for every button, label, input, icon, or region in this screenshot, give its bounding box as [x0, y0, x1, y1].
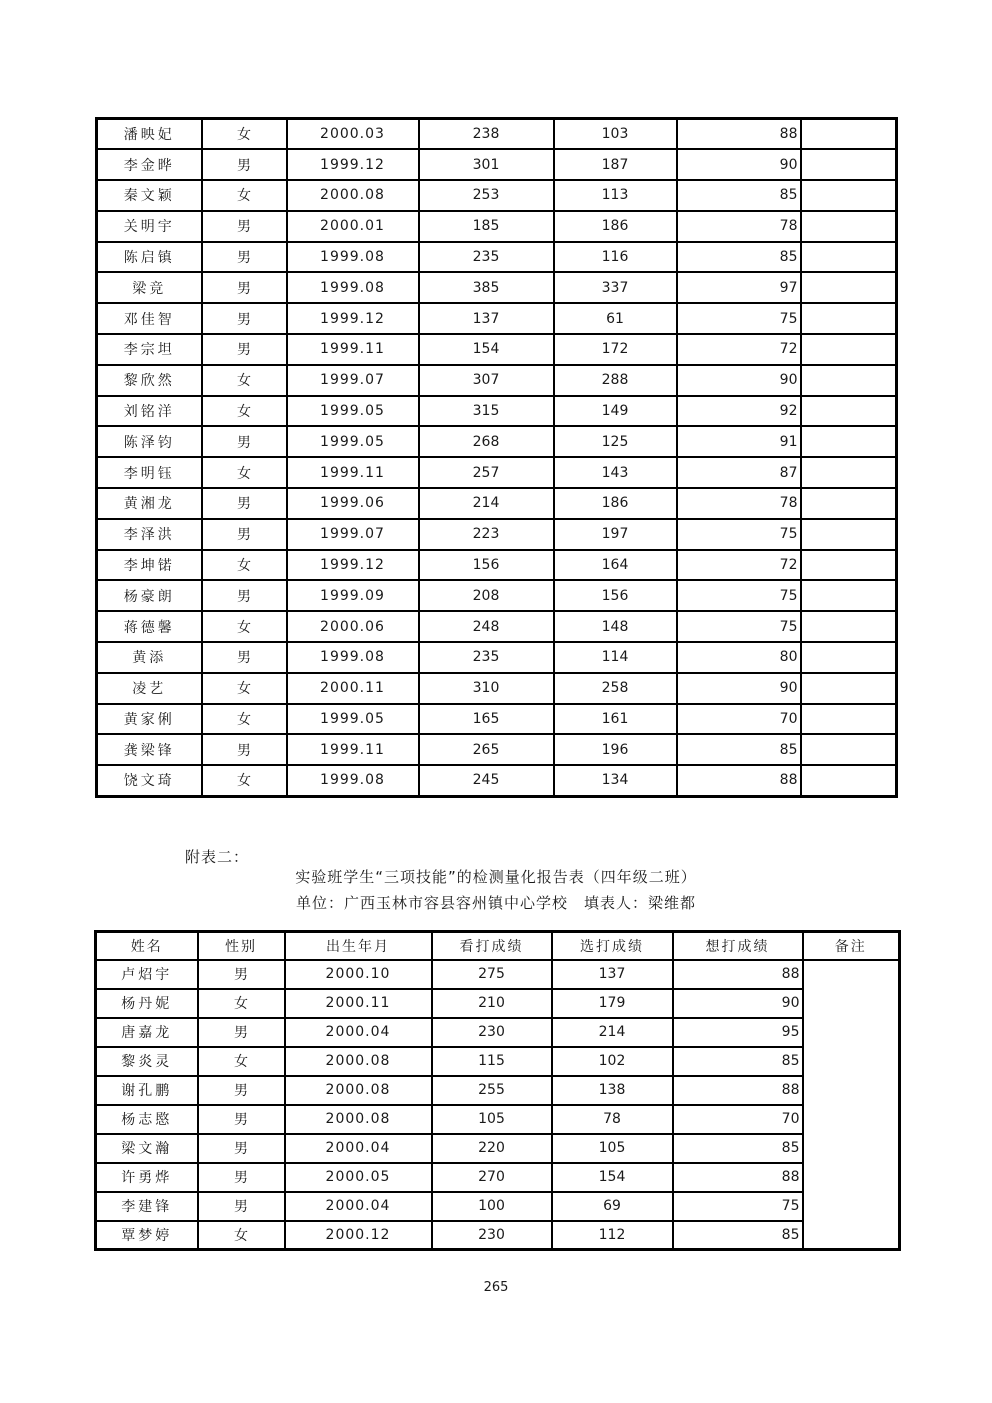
- cell-xuan: 148: [554, 611, 677, 642]
- cell-remark: [801, 396, 897, 427]
- table-row: [97, 580, 897, 611]
- table-row: [97, 457, 897, 488]
- cell-name: 陈泽钧: [97, 426, 202, 457]
- cell-xuan: 134: [554, 765, 677, 796]
- table-row: [96, 1076, 900, 1105]
- cell-birth: 1999.11: [287, 457, 419, 488]
- cell-gender: 男: [202, 211, 287, 242]
- cell-gender: 女: [202, 119, 287, 150]
- cell-kan: 315: [419, 396, 554, 427]
- cell-xuan: 143: [554, 457, 677, 488]
- cell-xiang: 75: [677, 611, 801, 642]
- cell-kan: 154: [419, 334, 554, 365]
- cell-name: 李明钰: [97, 457, 202, 488]
- cell-birth: 1999.05: [287, 704, 419, 735]
- cell-xiang: 78: [677, 488, 801, 519]
- header-kanda-score: 看打成绩: [432, 932, 552, 960]
- cell-name: 秦文颖: [97, 180, 202, 211]
- cell-name: 杨丹妮: [96, 989, 198, 1018]
- cell-kan: 210: [432, 989, 552, 1018]
- cell-xuan: 69: [552, 1192, 673, 1221]
- cell-gender: 男: [198, 1018, 285, 1047]
- cell-xuan: 161: [554, 704, 677, 735]
- cell-gender: 男: [198, 1076, 285, 1105]
- cell-name: 刘铭洋: [97, 396, 202, 427]
- header-name: 姓名: [96, 932, 198, 960]
- cell-gender: 男: [198, 1134, 285, 1163]
- cell-remark: [801, 765, 897, 796]
- cell-name: 饶文琦: [97, 765, 202, 796]
- cell-birth: 1999.11: [287, 334, 419, 365]
- cell-gender: 女: [202, 765, 287, 796]
- table-row: [97, 365, 897, 396]
- cell-xuan: 137: [552, 960, 673, 989]
- cell-name: 李宗坦: [97, 334, 202, 365]
- cell-name: 覃梦婷: [96, 1221, 198, 1250]
- cell-xiang: 70: [673, 1105, 803, 1134]
- cell-name: 关明宇: [97, 211, 202, 242]
- cell-xuan: 138: [552, 1076, 673, 1105]
- cell-birth: 2000.10: [285, 960, 432, 989]
- cell-xuan: 186: [554, 211, 677, 242]
- table-row: [96, 1163, 900, 1192]
- table-row: [97, 242, 897, 273]
- cell-xiang: 80: [677, 642, 801, 673]
- cell-birth: 1999.11: [287, 734, 419, 765]
- cell-xuan: 114: [554, 642, 677, 673]
- cell-gender: 女: [202, 704, 287, 735]
- table-header-row: [96, 932, 900, 960]
- table-row: [96, 1018, 900, 1047]
- cell-birth: 2000.04: [285, 1018, 432, 1047]
- cell-xiang: 90: [673, 989, 803, 1018]
- cell-kan: 165: [419, 704, 554, 735]
- cell-xuan: 112: [552, 1221, 673, 1250]
- cell-name: 唐嘉龙: [96, 1018, 198, 1047]
- cell-birth: 2000.08: [285, 1047, 432, 1076]
- cell-remark: [801, 704, 897, 735]
- cell-name: 李金晔: [97, 149, 202, 180]
- cell-xiang: 91: [677, 426, 801, 457]
- cell-birth: 2000.08: [285, 1076, 432, 1105]
- cell-xuan: 214: [552, 1018, 673, 1047]
- score-table-class2: [94, 930, 901, 1251]
- cell-kan: 208: [419, 580, 554, 611]
- cell-xiang: 90: [677, 673, 801, 704]
- cell-xiang: 88: [677, 765, 801, 796]
- cell-birth: 1999.08: [287, 765, 419, 796]
- cell-gender: 男: [202, 334, 287, 365]
- cell-kan: 220: [432, 1134, 552, 1163]
- cell-xuan: 61: [554, 303, 677, 334]
- cell-gender: 男: [202, 580, 287, 611]
- cell-kan: 310: [419, 673, 554, 704]
- cell-remark: [803, 960, 900, 1250]
- cell-xiang: 88: [677, 119, 801, 150]
- cell-birth: 2000.05: [285, 1163, 432, 1192]
- cell-name: 陈启镇: [97, 242, 202, 273]
- table-row: [97, 519, 897, 550]
- cell-xiang: 78: [677, 211, 801, 242]
- cell-kan: 156: [419, 550, 554, 581]
- cell-gender: 女: [202, 365, 287, 396]
- cell-name: 黄添: [97, 642, 202, 673]
- cell-name: 卢炤宇: [96, 960, 198, 989]
- cell-birth: 2000.06: [287, 611, 419, 642]
- cell-gender: 女: [202, 180, 287, 211]
- cell-remark: [801, 180, 897, 211]
- cell-gender: 男: [202, 242, 287, 273]
- cell-kan: 275: [432, 960, 552, 989]
- cell-remark: [801, 673, 897, 704]
- cell-birth: 1999.12: [287, 303, 419, 334]
- cell-xiang: 72: [677, 550, 801, 581]
- cell-birth: 2000.08: [287, 180, 419, 211]
- cell-remark: [801, 272, 897, 303]
- unit-and-filler-line: 单位：广西玉林市容县容州镇中心学校 填表人：梁维都: [295, 894, 696, 912]
- cell-gender: 男: [198, 960, 285, 989]
- cell-remark: [801, 734, 897, 765]
- cell-birth: 1999.06: [287, 488, 419, 519]
- cell-xuan: 102: [552, 1047, 673, 1076]
- cell-gender: 女: [198, 989, 285, 1018]
- cell-name: 梁文瀚: [96, 1134, 198, 1163]
- cell-kan: 301: [419, 149, 554, 180]
- cell-xuan: 154: [552, 1163, 673, 1192]
- cell-remark: [801, 211, 897, 242]
- cell-name: 杨豪朗: [97, 580, 202, 611]
- cell-name: 凌艺: [97, 673, 202, 704]
- cell-name: 李泽洪: [97, 519, 202, 550]
- header-xiangda-score: 想打成绩: [673, 932, 803, 960]
- score-table-class1: [95, 117, 898, 798]
- cell-gender: 男: [202, 303, 287, 334]
- cell-name: 许勇烨: [96, 1163, 198, 1192]
- cell-kan: 214: [419, 488, 554, 519]
- cell-kan: 255: [432, 1076, 552, 1105]
- cell-xiang: 85: [677, 734, 801, 765]
- cell-birth: 1999.09: [287, 580, 419, 611]
- cell-xuan: 186: [554, 488, 677, 519]
- cell-xuan: 105: [552, 1134, 673, 1163]
- table-row: [97, 396, 897, 427]
- cell-xuan: 149: [554, 396, 677, 427]
- header-birthdate: 出生年月: [285, 932, 432, 960]
- cell-gender: 男: [202, 642, 287, 673]
- cell-name: 黄家俐: [97, 704, 202, 735]
- cell-birth: 2000.12: [285, 1221, 432, 1250]
- cell-gender: 男: [198, 1192, 285, 1221]
- table-row: [97, 149, 897, 180]
- cell-xiang: 87: [677, 457, 801, 488]
- cell-kan: 248: [419, 611, 554, 642]
- cell-xiang: 95: [673, 1018, 803, 1047]
- cell-kan: 100: [432, 1192, 552, 1221]
- cell-birth: 1999.07: [287, 519, 419, 550]
- cell-kan: 230: [432, 1018, 552, 1047]
- cell-xiang: 85: [677, 242, 801, 273]
- cell-name: 梁竞: [97, 272, 202, 303]
- header-gender: 性别: [198, 932, 285, 960]
- cell-xiang: 92: [677, 396, 801, 427]
- cell-birth: 2000.04: [285, 1134, 432, 1163]
- table-row: [97, 765, 897, 796]
- cell-name: 黎炎灵: [96, 1047, 198, 1076]
- table-row: [97, 734, 897, 765]
- cell-xuan: 258: [554, 673, 677, 704]
- cell-xuan: 187: [554, 149, 677, 180]
- cell-birth: 1999.05: [287, 426, 419, 457]
- cell-xiang: 88: [673, 960, 803, 989]
- header-xuanda-score: 选打成绩: [552, 932, 673, 960]
- cell-xiang: 88: [673, 1163, 803, 1192]
- cell-xiang: 72: [677, 334, 801, 365]
- cell-gender: 女: [202, 550, 287, 581]
- cell-birth: 1999.12: [287, 550, 419, 581]
- table-row: [96, 1134, 900, 1163]
- table-row: [96, 1105, 900, 1134]
- cell-gender: 女: [198, 1047, 285, 1076]
- table-row: [97, 611, 897, 642]
- cell-remark: [801, 334, 897, 365]
- cell-name: 杨志愍: [96, 1105, 198, 1134]
- cell-gender: 女: [202, 611, 287, 642]
- cell-gender: 男: [202, 426, 287, 457]
- cell-gender: 女: [202, 457, 287, 488]
- cell-birth: 1999.12: [287, 149, 419, 180]
- cell-remark: [801, 149, 897, 180]
- cell-remark: [801, 119, 897, 150]
- cell-birth: 2000.11: [287, 673, 419, 704]
- cell-name: 黄湘龙: [97, 488, 202, 519]
- cell-xiang: 88: [673, 1076, 803, 1105]
- cell-kan: 253: [419, 180, 554, 211]
- table-row: [97, 180, 897, 211]
- table-row: [97, 334, 897, 365]
- cell-birth: 1999.08: [287, 642, 419, 673]
- cell-gender: 女: [202, 673, 287, 704]
- cell-xiang: 70: [677, 704, 801, 735]
- appendix-label: 附表二：: [185, 848, 250, 866]
- cell-gender: 男: [202, 488, 287, 519]
- cell-gender: 男: [202, 272, 287, 303]
- cell-xiang: 75: [677, 580, 801, 611]
- cell-xiang: 75: [673, 1192, 803, 1221]
- table-row: [96, 1221, 900, 1250]
- cell-kan: 105: [432, 1105, 552, 1134]
- cell-name: 邓佳智: [97, 303, 202, 334]
- cell-gender: 男: [202, 149, 287, 180]
- cell-remark: [801, 426, 897, 457]
- page-number: 265: [483, 1280, 509, 1295]
- cell-birth: 2000.03: [287, 119, 419, 150]
- cell-kan: 307: [419, 365, 554, 396]
- table-row: [97, 704, 897, 735]
- cell-remark: [801, 611, 897, 642]
- cell-xuan: 78: [552, 1105, 673, 1134]
- cell-birth: 1999.05: [287, 396, 419, 427]
- table-row: [96, 1192, 900, 1221]
- cell-name: 李建锋: [96, 1192, 198, 1221]
- cell-xuan: 179: [552, 989, 673, 1018]
- cell-name: 李坤锘: [97, 550, 202, 581]
- table-row: [97, 303, 897, 334]
- cell-remark: [801, 519, 897, 550]
- table-title: 实验班学生“三项技能”的检测量化报告表（四年级二班）: [295, 868, 697, 886]
- cell-xuan: 164: [554, 550, 677, 581]
- cell-kan: 257: [419, 457, 554, 488]
- cell-xiang: 85: [677, 180, 801, 211]
- table-row: [97, 550, 897, 581]
- cell-gender: 男: [198, 1163, 285, 1192]
- cell-xiang: 90: [677, 365, 801, 396]
- cell-xuan: 172: [554, 334, 677, 365]
- cell-kan: 265: [419, 734, 554, 765]
- header-remark: 备注: [803, 932, 900, 960]
- cell-kan: 245: [419, 765, 554, 796]
- cell-xuan: 116: [554, 242, 677, 273]
- cell-kan: 223: [419, 519, 554, 550]
- cell-xuan: 288: [554, 365, 677, 396]
- cell-xuan: 113: [554, 180, 677, 211]
- cell-birth: 2000.04: [285, 1192, 432, 1221]
- cell-xuan: 197: [554, 519, 677, 550]
- table-row: [97, 211, 897, 242]
- cell-xuan: 103: [554, 119, 677, 150]
- table-row: [97, 642, 897, 673]
- table-row: [96, 1047, 900, 1076]
- cell-remark: [801, 550, 897, 581]
- table-row: [97, 272, 897, 303]
- cell-kan: 270: [432, 1163, 552, 1192]
- cell-birth: 2000.11: [285, 989, 432, 1018]
- cell-birth: 1999.08: [287, 242, 419, 273]
- table-row: [96, 960, 900, 989]
- cell-remark: [801, 457, 897, 488]
- cell-birth: 1999.07: [287, 365, 419, 396]
- cell-name: 蒋德馨: [97, 611, 202, 642]
- cell-birth: 2000.08: [285, 1105, 432, 1134]
- table-row: [97, 119, 897, 150]
- table-row: [97, 426, 897, 457]
- cell-kan: 238: [419, 119, 554, 150]
- cell-xuan: 196: [554, 734, 677, 765]
- cell-xiang: 85: [673, 1047, 803, 1076]
- cell-remark: [801, 242, 897, 273]
- cell-kan: 235: [419, 242, 554, 273]
- cell-xiang: 85: [673, 1134, 803, 1163]
- cell-xiang: 75: [677, 303, 801, 334]
- cell-remark: [801, 488, 897, 519]
- cell-kan: 137: [419, 303, 554, 334]
- table-row: [96, 989, 900, 1018]
- cell-xiang: 97: [677, 272, 801, 303]
- cell-xiang: 90: [677, 149, 801, 180]
- cell-name: 黎欣然: [97, 365, 202, 396]
- cell-gender: 男: [202, 734, 287, 765]
- cell-birth: 2000.01: [287, 211, 419, 242]
- cell-remark: [801, 642, 897, 673]
- cell-gender: 男: [202, 519, 287, 550]
- cell-kan: 115: [432, 1047, 552, 1076]
- cell-kan: 385: [419, 272, 554, 303]
- cell-remark: [801, 303, 897, 334]
- cell-kan: 230: [432, 1221, 552, 1250]
- cell-remark: [801, 580, 897, 611]
- cell-xiang: 85: [673, 1221, 803, 1250]
- cell-gender: 女: [198, 1221, 285, 1250]
- cell-name: 龚梁锋: [97, 734, 202, 765]
- table-row: [97, 673, 897, 704]
- cell-birth: 1999.08: [287, 272, 419, 303]
- cell-kan: 268: [419, 426, 554, 457]
- cell-name: 潘映妃: [97, 119, 202, 150]
- cell-xuan: 125: [554, 426, 677, 457]
- cell-kan: 235: [419, 642, 554, 673]
- table-row: [97, 488, 897, 519]
- cell-kan: 185: [419, 211, 554, 242]
- cell-name: 谢孔鹏: [96, 1076, 198, 1105]
- cell-xiang: 75: [677, 519, 801, 550]
- cell-gender: 女: [202, 396, 287, 427]
- cell-xuan: 156: [554, 580, 677, 611]
- cell-gender: 男: [198, 1105, 285, 1134]
- cell-xuan: 337: [554, 272, 677, 303]
- cell-remark: [801, 365, 897, 396]
